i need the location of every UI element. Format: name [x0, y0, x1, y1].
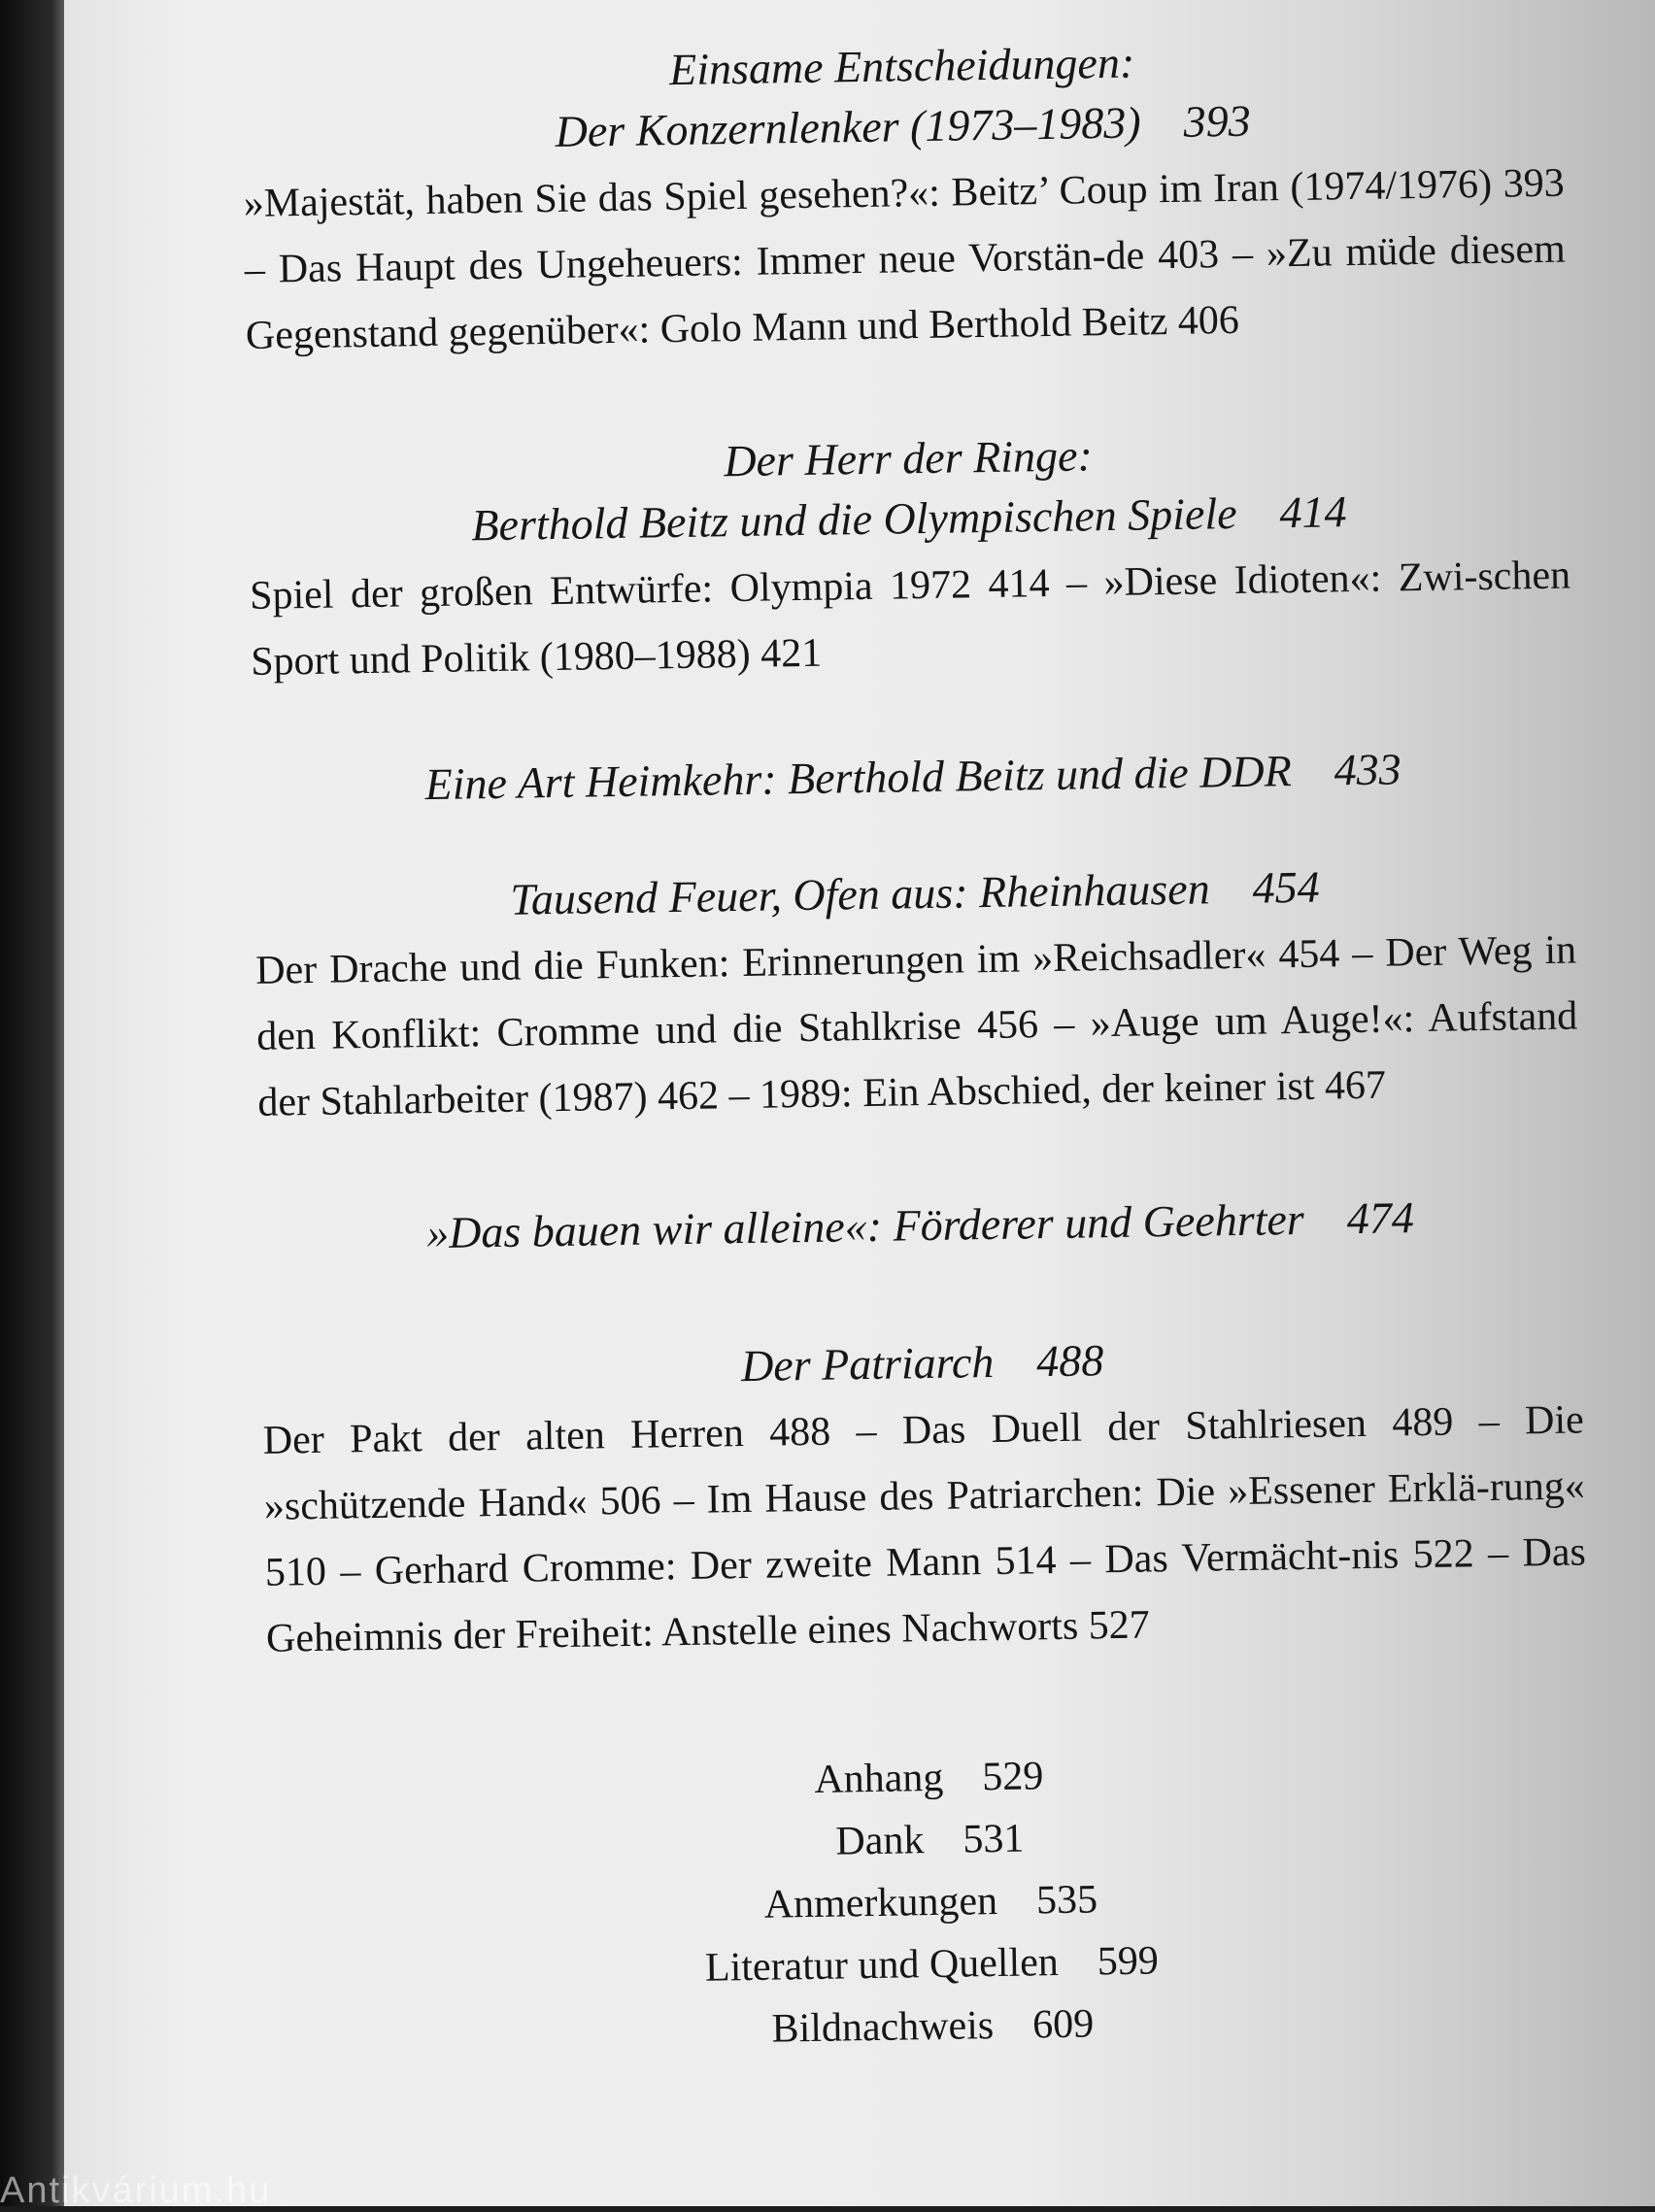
appendix-label: Dank — [835, 1818, 925, 1864]
section-title-line: Einsame Entscheidungen: — [668, 37, 1135, 95]
toc-section-ddr — [253, 737, 1574, 818]
appendix-page-number: 529 — [981, 1754, 1044, 1800]
section-page-number: 433 — [1334, 744, 1402, 795]
section-title-text: Berthold Beitz und die Olympischen Spiele — [471, 487, 1237, 551]
section-title-text: »Das bauen wir alleine«: Förderer und Geehrter — [425, 1193, 1305, 1258]
appendix-page-number: 609 — [1031, 2001, 1095, 2048]
section-title-text: Der Konzernlenker (1973–1983) — [555, 97, 1142, 156]
section-page-number: 454 — [1252, 861, 1320, 913]
appendix-label: Anhang — [814, 1755, 944, 1802]
appendix-label: Bildnachweis — [771, 2003, 995, 2052]
toc-section-foerderer — [259, 1185, 1581, 1265]
section-title-line — [259, 1185, 1581, 1265]
section-entries: Der Pakt der alten Herren 488 – Das Duell der Stahlriesen 489 – Die »schützende Hand« 506 – Im Hause des Patriarchen: Die »Essener Erklä-rung« 510 – Gerhard Cromme: Der zweite Mann 514 – Das Vermächt-nis 522 – Das Geheimnis der Freiheit: Anstelle eines Nachworts 527 — [262, 1397, 1587, 1661]
section-title-text: Tausend Feuer, Ofen aus: Rheinhausen — [510, 863, 1211, 924]
section-title-text: Der Patriarch — [740, 1336, 995, 1391]
toc-section-konzernlenker — [241, 26, 1567, 369]
table-of-contents — [241, 9, 1594, 2068]
toc-section-rheinhausen — [254, 854, 1579, 1136]
section-page-number: 414 — [1279, 486, 1347, 538]
book-page — [64, 0, 1655, 2206]
toc-section-patriarch — [261, 1323, 1587, 1671]
section-page-number: 393 — [1183, 95, 1252, 147]
section-page-number: 488 — [1035, 1335, 1104, 1387]
appendix-page-number: 535 — [1035, 1877, 1098, 1924]
appendix-list — [268, 1736, 1594, 2067]
section-entries: Der Drache und die Funken: Erinnerungen im »Reichsadler« 454 – Der Weg in den Konflikt: Cromme und die Stahlkrise 456 – »Auge um Auge!«: Aufstand der Stahlarbeiter (1987) 462 – 1989: Ein Abschied, der keiner ist 467 — [254, 927, 1578, 1125]
section-page-number: 474 — [1346, 1192, 1415, 1244]
watermark: Antikvárium.hu — [0, 2170, 272, 2211]
section-title-line — [253, 737, 1574, 818]
appendix-page-number: 531 — [963, 1816, 1025, 1862]
section-entries: »Majestät, haben Sie das Spiel gesehen?«: Beitz’ Coup im Iran (1974/1976) 393 – Das Haupt des Ungeheuers: Immer neue Vorstän-de 403 – »Zu müde diesem Gegenstand gegenüber«: Golo Mann und Berthold Beitz 406 — [243, 160, 1567, 358]
appendix-label: Literatur und Quellen — [704, 1940, 1060, 1991]
book-spine-shadow — [0, 0, 64, 2206]
appendix-page-number: 599 — [1097, 1938, 1160, 1985]
section-title-text: Eine Art Heimkehr: Berthold Beitz und die DDR — [424, 746, 1293, 810]
appendix-label: Anmerkungen — [763, 1879, 998, 1927]
toc-section-herr-der-ringe — [248, 419, 1572, 695]
section-title-line: Der Herr der Ringe: — [723, 430, 1094, 486]
section-entries: Spiel der großen Entwürfe: Olympia 1972 414 – »Diese Idioten«: Zwi-schen Sport und Politik (1980–1988) 421 — [249, 553, 1571, 685]
